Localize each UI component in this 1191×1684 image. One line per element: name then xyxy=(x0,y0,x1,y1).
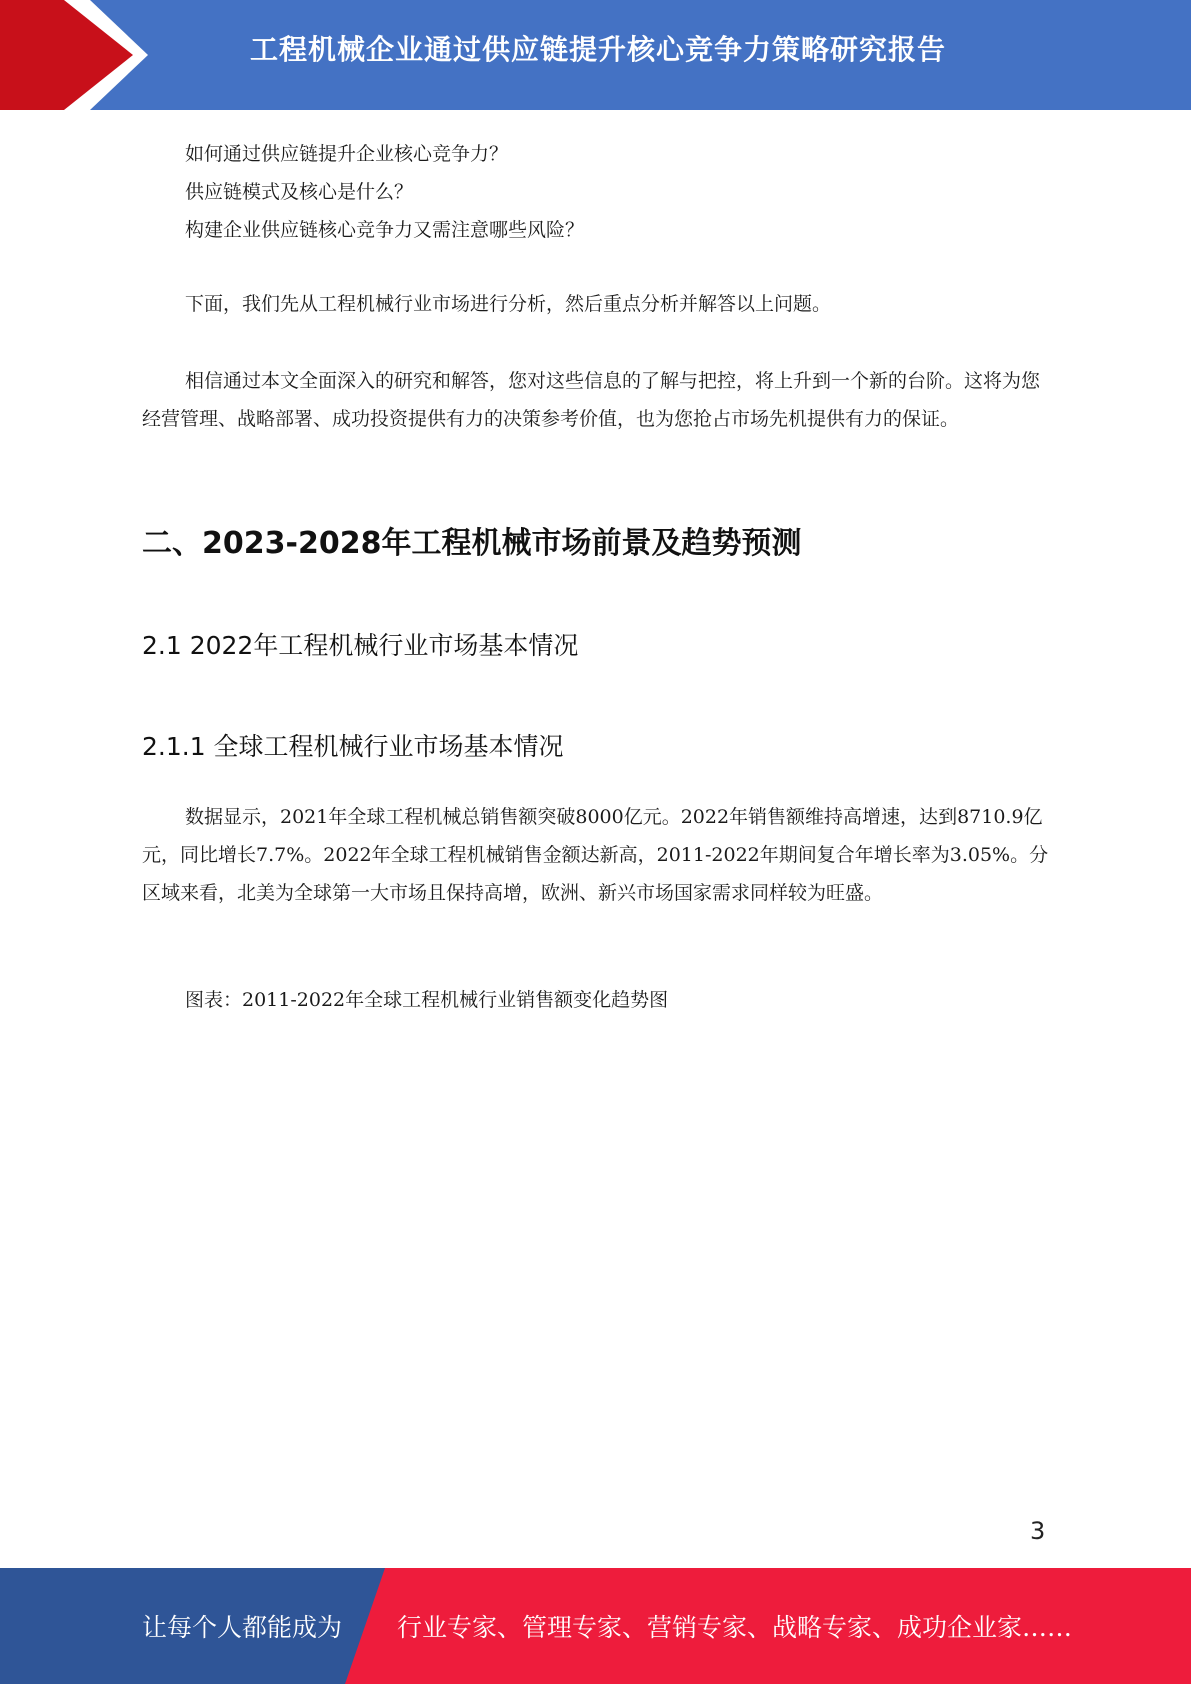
page-header xyxy=(0,0,1191,110)
question-1: 如何通过供应链提升企业核心竞争力？ xyxy=(185,143,509,165)
question-2: 供应链模式及核心是什么？ xyxy=(185,181,414,203)
data-paragraph: 数据显示，2021年全球工程机械总销售额突破8000亿元。2022年销售额维持高增速，达到8710.9亿元，同比增长7.7%。2022年全球工程机械销售金额达新高，2011-2022年期间复合年增长率为3.05%。分区域来看，北美为全球第一大市场且保持高增，欧洲、新兴市场国家需求同样较为旺盛。 xyxy=(142,806,1049,904)
question-3: 构建企业供应链核心竞争力又需注意哪些风险？ xyxy=(185,219,585,241)
section-heading-2: 二、2023-2028年工程机械市场前景及趋势预测 xyxy=(142,526,802,561)
subsection-heading-2-1: 2.1 2022年工程机械行业市场基本情况 xyxy=(142,631,579,660)
footer-slogan-right: 行业专家、管理专家、营销专家、战略专家、成功企业家…… xyxy=(397,1613,1073,1642)
intro-paragraph: 下面，我们先从工程机械行业市场进行分析，然后重点分析并解答以上问题。 xyxy=(185,293,832,315)
page-number: 3 xyxy=(1030,1517,1046,1545)
figure-caption: 图表：2011-2022年全球工程机械行业销售额变化趋势图 xyxy=(185,989,669,1011)
footer-slogan-left: 让每个人都能成为 xyxy=(142,1613,343,1642)
belief-paragraph: 相信通过本文全面深入的研究和解答，您对这些信息的了解与把控，将上升到一个新的台阶。这将为您经营管理、战略部署、成功投资提供有力的决策参考价值，也为您抢占市场先机提供有力的保证。 xyxy=(142,370,1041,430)
subsection-heading-2-1-1: 2.1.1 全球工程机械行业市场基本情况 xyxy=(142,732,564,761)
report-title: 工程机械企业通过供应链提升核心竞争力策略研究报告 xyxy=(250,33,947,66)
page-footer xyxy=(0,1568,1191,1684)
